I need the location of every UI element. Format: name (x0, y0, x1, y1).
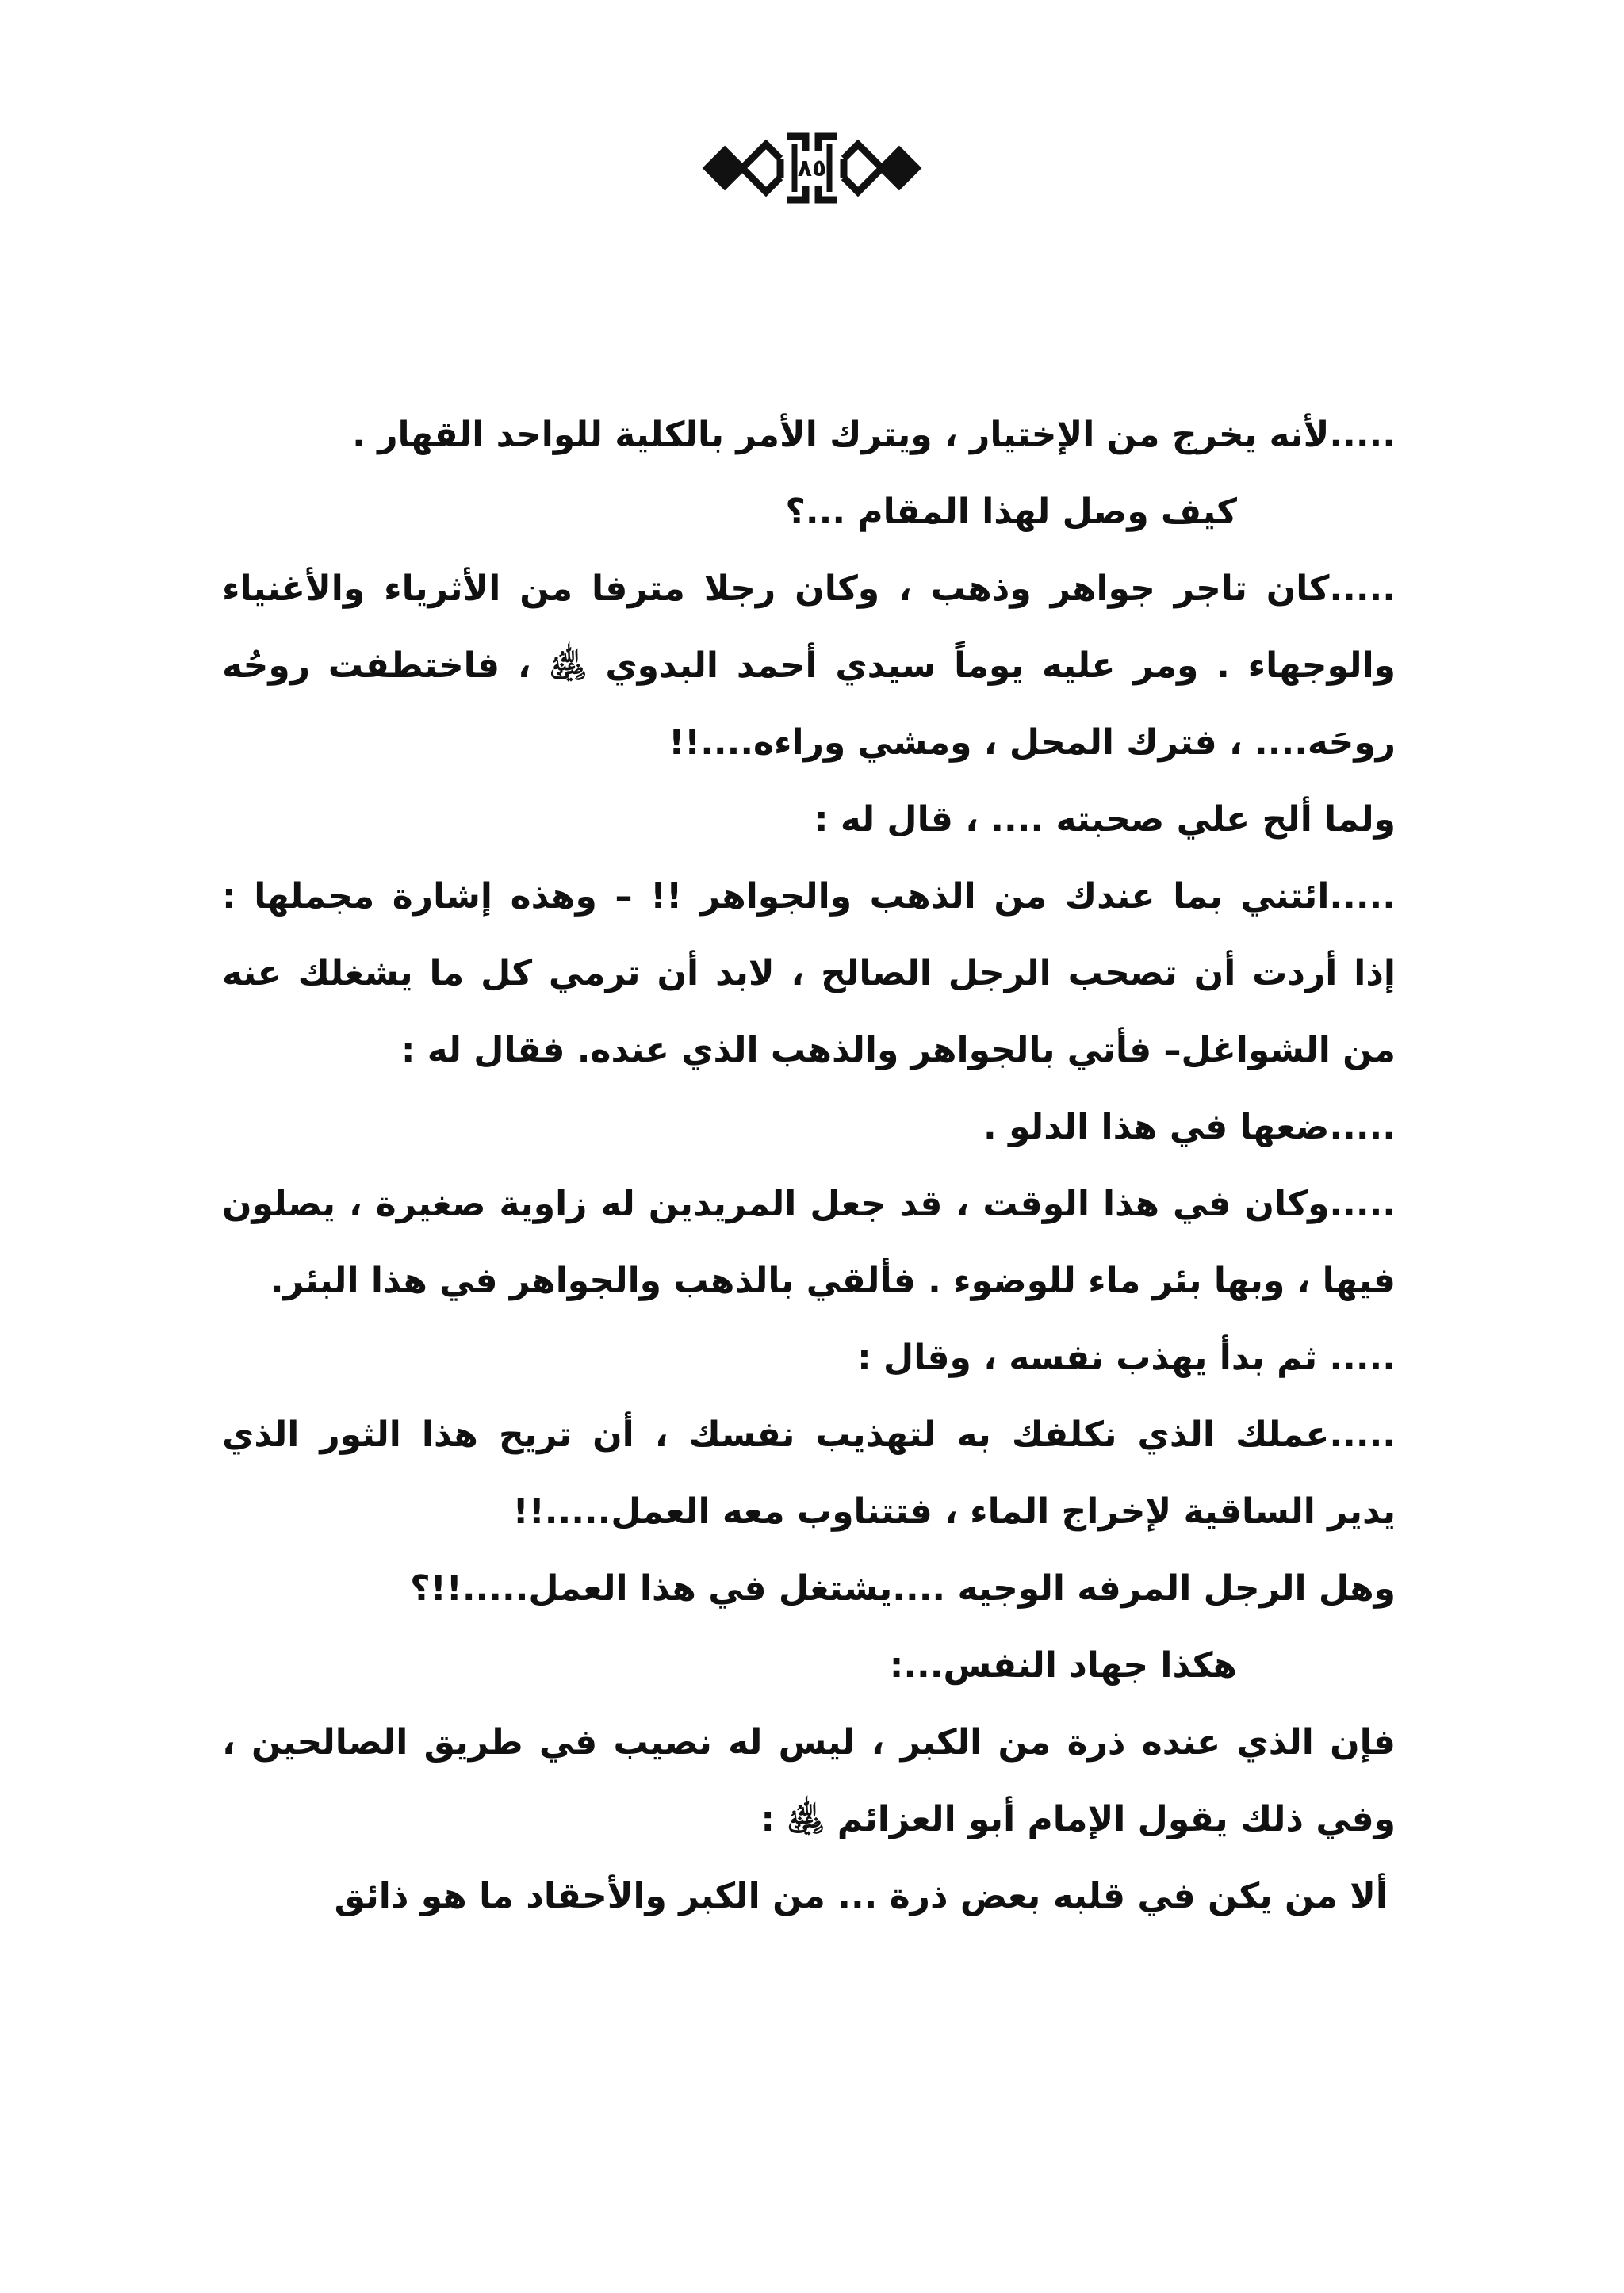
text-line: ..... ثم بدأ يهذب نفسه ، وقال : (857, 1338, 1396, 1378)
text-line: وفي ذلك يقول الإمام أبو العزائم ﵁ : (760, 1799, 1396, 1839)
page-header (0, 119, 1624, 222)
text-line: كيف وصل لهذا المقام ...؟ (785, 492, 1237, 532)
text-line: وهل الرجل المرفه الوجيه ....يشتغل في هذا العمل.....!!؟ (410, 1568, 1396, 1609)
text-line: .....وكان في هذا الوقت ، قد جعل المريدين له زاوية صغيرة ، يصلون (222, 1184, 1396, 1224)
text-line: ولما ألح علي صحبته .... ، قال له : (814, 799, 1396, 840)
text-line: .....كان تاجر جواهر وذهب ، وكان رجلا مترفا من الأثرياء والأغنياء (222, 568, 1396, 609)
text-line: فإن الذي عنده ذرة من الكبر ، ليس له نصيب في طريق الصالحين ، (222, 1722, 1396, 1763)
text-line: يدير الساقية لإخراج الماء ، فتتناوب معه العمل.....!! (512, 1491, 1396, 1532)
text-line: .....ائتني بما عندك من الذهب والجواهر !! – وهذه إشارة مجملها : (222, 876, 1396, 917)
text-line: .....لأنه يخرج من الإختيار ، ويترك الأمر بالكلية للواحد القهار . (352, 415, 1396, 455)
text-line: .....ضعها في هذا الدلو . (983, 1107, 1396, 1147)
text-line: من الشواغل– فأتي بالجواهر والذهب الذي عنده. فقال له : (400, 1030, 1396, 1070)
text-line: .....عملك الذي نكلفك به لتهذيب نفسك ، أن تريح هذا الثور الذي (222, 1414, 1396, 1455)
body-text (222, 396, 1396, 1935)
text-line: إذا أردت أن تصحب الرجل الصالح ، لابد أن ترمي كل ما يشغلك عنه (222, 953, 1396, 993)
text-line: والوجهاء . ومر عليه يوماً سيدي أحمد البدوي ﵁ ، فاختطفت روحُه (222, 645, 1396, 686)
text-line: هكذا جهاد النفس...: (889, 1645, 1237, 1686)
page-number: ٨٥ (797, 155, 827, 182)
poem-verse: ألا من يكن في قلبه بعض ذرة ... من الكبر والأحقاد ما هو ذائق (334, 1876, 1388, 1916)
text-line: روحَه.... ، فترك المحل ، ومشي وراءه....!! (668, 722, 1396, 763)
text-line: فيها ، وبها بئر ماء للوضوء . فألقي بالذهب والجواهر في هذا البئر. (270, 1261, 1396, 1301)
